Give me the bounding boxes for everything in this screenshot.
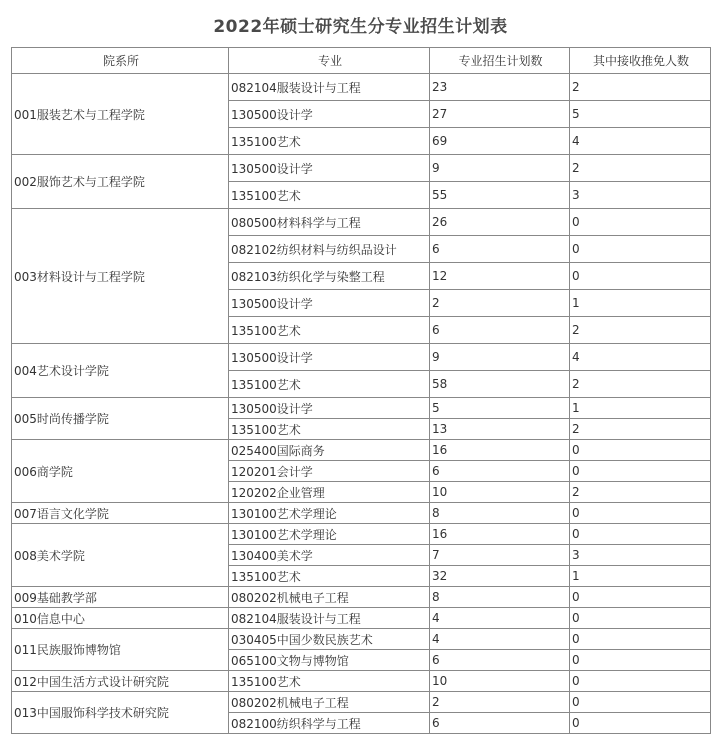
- exempt-count-cell: 4: [570, 344, 711, 371]
- table-row: [12, 155, 711, 182]
- major-cell: 130100艺术学理论: [229, 503, 430, 524]
- header-major: 专业: [229, 48, 430, 74]
- exempt-count-cell: 0: [570, 713, 711, 734]
- major-cell: 130500设计学: [229, 101, 430, 128]
- plan-count-cell: 16: [430, 524, 570, 545]
- table-body: [12, 74, 711, 734]
- table-row: [12, 344, 711, 371]
- table-row: [12, 209, 711, 236]
- exempt-count-cell: 0: [570, 692, 711, 713]
- table-row: [12, 503, 711, 524]
- department-cell: 013中国服饰科学技术研究院: [12, 692, 229, 734]
- major-cell: 120202企业管理: [229, 482, 430, 503]
- major-cell: 130500设计学: [229, 398, 430, 419]
- major-cell: 120201会计学: [229, 461, 430, 482]
- plan-count-cell: 55: [430, 182, 570, 209]
- plan-count-cell: 9: [430, 344, 570, 371]
- exempt-count-cell: 0: [570, 650, 711, 671]
- exempt-count-cell: 2: [570, 482, 711, 503]
- plan-count-cell: 6: [430, 317, 570, 344]
- major-cell: 082104服装设计与工程: [229, 608, 430, 629]
- major-cell: 135100艺术: [229, 182, 430, 209]
- exempt-count-cell: 1: [570, 290, 711, 317]
- exempt-count-cell: 0: [570, 263, 711, 290]
- exempt-count-cell: 3: [570, 545, 711, 566]
- major-cell: 065100文物与博物馆: [229, 650, 430, 671]
- major-cell: 130400美术学: [229, 545, 430, 566]
- plan-count-cell: 9: [430, 155, 570, 182]
- exempt-count-cell: 0: [570, 440, 711, 461]
- department-cell: 012中国生活方式设计研究院: [12, 671, 229, 692]
- exempt-count-cell: 2: [570, 317, 711, 344]
- exempt-count-cell: 4: [570, 128, 711, 155]
- exempt-count-cell: 5: [570, 101, 711, 128]
- exempt-count-cell: 0: [570, 503, 711, 524]
- major-cell: 135100艺术: [229, 128, 430, 155]
- exempt-count-cell: 2: [570, 419, 711, 440]
- exempt-count-cell: 2: [570, 371, 711, 398]
- major-cell: 082102纺织材料与纺织品设计: [229, 236, 430, 263]
- table-row: [12, 671, 711, 692]
- page-title: 2022年硕士研究生分专业招生计划表: [213, 17, 508, 37]
- exempt-count-cell: 0: [570, 587, 711, 608]
- major-cell: 135100艺术: [229, 671, 430, 692]
- major-cell: 135100艺术: [229, 371, 430, 398]
- exempt-count-cell: 0: [570, 209, 711, 236]
- table-header-row: [12, 48, 711, 74]
- major-cell: 082103纺织化学与染整工程: [229, 263, 430, 290]
- major-cell: 080202机械电子工程: [229, 692, 430, 713]
- plan-count-cell: 2: [430, 692, 570, 713]
- department-cell: 001服装艺术与工程学院: [12, 74, 229, 155]
- plan-count-cell: 26: [430, 209, 570, 236]
- exempt-count-cell: 0: [570, 671, 711, 692]
- exempt-count-cell: 0: [570, 461, 711, 482]
- department-cell: 002服饰艺术与工程学院: [12, 155, 229, 209]
- plan-count-cell: 27: [430, 101, 570, 128]
- plan-count-cell: 32: [430, 566, 570, 587]
- major-cell: 030405中国少数民族艺术: [229, 629, 430, 650]
- major-cell: 082100纺织科学与工程: [229, 713, 430, 734]
- department-cell: 010信息中心: [12, 608, 229, 629]
- exempt-count-cell: 1: [570, 398, 711, 419]
- plan-count-cell: 69: [430, 128, 570, 155]
- exempt-count-cell: 1: [570, 566, 711, 587]
- plan-count-cell: 23: [430, 74, 570, 101]
- plan-count-cell: 4: [430, 629, 570, 650]
- major-cell: 135100艺术: [229, 566, 430, 587]
- department-cell: 006商学院: [12, 440, 229, 503]
- plan-count-cell: 2: [430, 290, 570, 317]
- plan-count-cell: 16: [430, 440, 570, 461]
- major-cell: 130500设计学: [229, 155, 430, 182]
- major-cell: 080500材料科学与工程: [229, 209, 430, 236]
- department-cell: 003材料设计与工程学院: [12, 209, 229, 344]
- plan-count-cell: 8: [430, 503, 570, 524]
- enrollment-plan-table: [11, 47, 711, 734]
- exempt-count-cell: 3: [570, 182, 711, 209]
- major-cell: 130100艺术学理论: [229, 524, 430, 545]
- table-row: [12, 398, 711, 419]
- department-cell: 009基础教学部: [12, 587, 229, 608]
- department-cell: 011民族服饰博物馆: [12, 629, 229, 671]
- exempt-count-cell: 0: [570, 524, 711, 545]
- plan-count-cell: 6: [430, 461, 570, 482]
- header-department: 院系所: [12, 48, 229, 74]
- table-row: [12, 440, 711, 461]
- plan-count-cell: 58: [430, 371, 570, 398]
- plan-count-cell: 5: [430, 398, 570, 419]
- plan-count-cell: 6: [430, 236, 570, 263]
- major-cell: 130500设计学: [229, 344, 430, 371]
- plan-count-cell: 7: [430, 545, 570, 566]
- major-cell: 130500设计学: [229, 290, 430, 317]
- table-row: [12, 608, 711, 629]
- major-cell: 135100艺术: [229, 317, 430, 344]
- exempt-count-cell: 2: [570, 155, 711, 182]
- table-row: [12, 74, 711, 101]
- plan-count-cell: 12: [430, 263, 570, 290]
- department-cell: 004艺术设计学院: [12, 344, 229, 398]
- header-plan-count: 专业招生计划数: [430, 48, 570, 74]
- table-row: [12, 587, 711, 608]
- major-cell: 080202机械电子工程: [229, 587, 430, 608]
- plan-count-cell: 10: [430, 671, 570, 692]
- table-row: [12, 692, 711, 713]
- department-cell: 008美术学院: [12, 524, 229, 587]
- plan-count-cell: 6: [430, 713, 570, 734]
- header-exempt-count: 其中接收推免人数: [570, 48, 711, 74]
- plan-count-cell: 4: [430, 608, 570, 629]
- major-cell: 082104服装设计与工程: [229, 74, 430, 101]
- plan-count-cell: 13: [430, 419, 570, 440]
- exempt-count-cell: 0: [570, 608, 711, 629]
- exempt-count-cell: 2: [570, 74, 711, 101]
- plan-count-cell: 8: [430, 587, 570, 608]
- plan-count-cell: 10: [430, 482, 570, 503]
- table-row: [12, 524, 711, 545]
- major-cell: 025400国际商务: [229, 440, 430, 461]
- exempt-count-cell: 0: [570, 629, 711, 650]
- department-cell: 007语言文化学院: [12, 503, 229, 524]
- department-cell: 005时尚传播学院: [12, 398, 229, 440]
- plan-count-cell: 6: [430, 650, 570, 671]
- table-row: [12, 629, 711, 650]
- major-cell: 135100艺术: [229, 419, 430, 440]
- exempt-count-cell: 0: [570, 236, 711, 263]
